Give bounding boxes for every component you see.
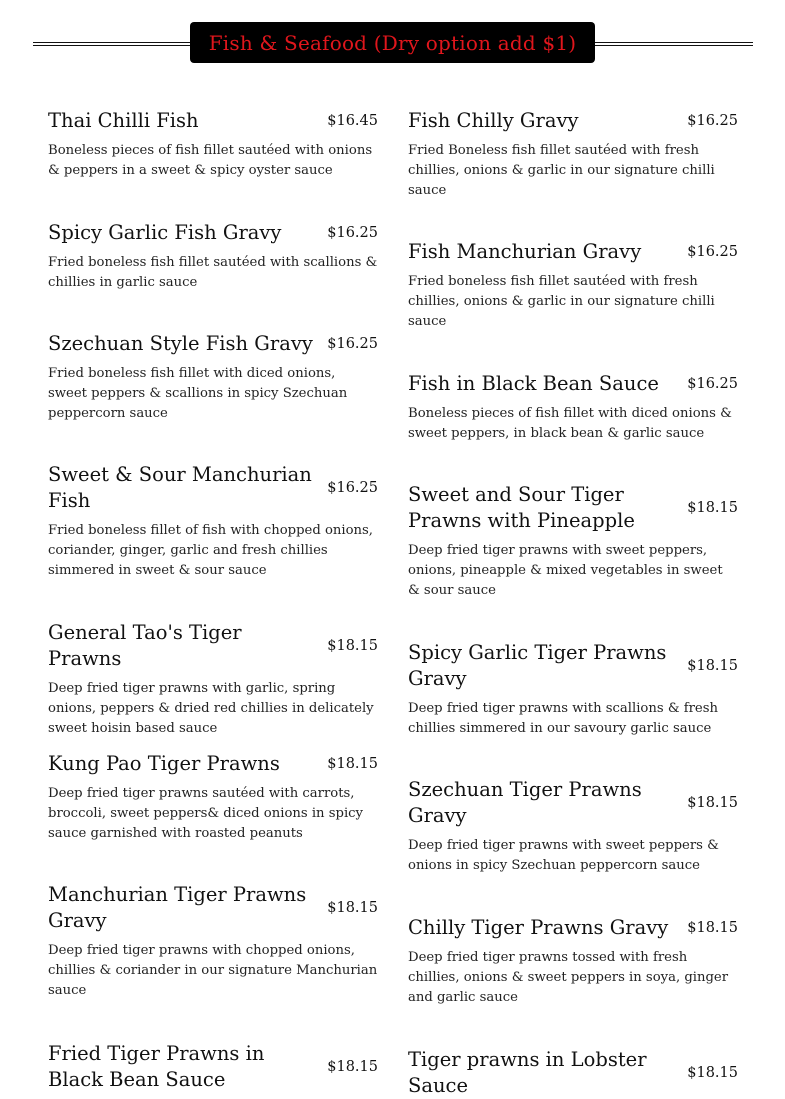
item-name: Spicy Garlic Tiger Prawns Gravy bbox=[408, 641, 667, 690]
menu-item bbox=[48, 462, 378, 581]
item-name: Fish in Black Bean Sauce bbox=[408, 372, 659, 395]
menu-item bbox=[48, 220, 378, 293]
item-description: Boneless pieces of fish fillet with diced onions & sweet peppers, in black bean & garlic sauce bbox=[408, 406, 732, 441]
item-description: Deep fried tiger prawns with sweet peppers & onions in spicy Szechuan peppercorn sauce bbox=[408, 838, 719, 873]
item-name: Fish Manchurian Gravy bbox=[408, 240, 642, 263]
item-name: Sweet and Sour Tiger Prawns with Pineapple bbox=[408, 483, 635, 532]
item-price: $16.25 bbox=[327, 225, 378, 241]
item-description: Fried boneless fish fillet sautéed with fresh chillies, onions & garlic in our signature chilli sauce bbox=[408, 274, 715, 329]
item-name: Fried Tiger Prawns in Black Bean Sauce bbox=[48, 1042, 265, 1091]
menu-item bbox=[48, 882, 378, 1001]
item-price: $18.15 bbox=[327, 900, 378, 916]
item-description: Boneless pieces of fish fillet sautéed with onions & peppers in a sweet & spicy oyster sauce bbox=[48, 143, 373, 178]
section-title: Fish & Seafood (Dry option add $1) bbox=[190, 22, 595, 63]
item-description: Deep fried tiger prawns with garlic, spring onions, peppers & dried red chillies in delicately sweet hoisin based sauce bbox=[48, 681, 374, 736]
menu-item bbox=[48, 620, 378, 739]
menu-item bbox=[48, 1041, 378, 1093]
item-name: Szechuan Style Fish Gravy bbox=[48, 332, 313, 355]
menu-item bbox=[408, 371, 738, 444]
divider-right bbox=[595, 42, 753, 46]
item-name: Thai Chilli Fish bbox=[48, 109, 199, 132]
item-price: $18.15 bbox=[687, 500, 738, 516]
item-name: Szechuan Tiger Prawns Gravy bbox=[408, 778, 642, 827]
item-price: $16.25 bbox=[687, 244, 738, 260]
menu-item bbox=[408, 640, 738, 739]
item-price: $16.25 bbox=[327, 480, 378, 496]
item-description: Fried boneless fish fillet sautéed with scallions & chillies in garlic sauce bbox=[48, 255, 378, 290]
divider-left bbox=[33, 42, 191, 46]
item-price: $18.15 bbox=[327, 1059, 378, 1075]
item-description: Deep fried tiger prawns sautéed with carrots, broccoli, sweet peppers& diced onions in spicy sauce garnished with roasted peanuts bbox=[48, 786, 363, 841]
item-description: Deep fried tiger prawns with sweet peppers, onions, pineapple & mixed vegetables in sweet & sour sauce bbox=[408, 543, 723, 598]
item-description: Fried Boneless fish fillet sautéed with fresh chillies, onions & garlic in our signature chilli sauce bbox=[408, 143, 715, 198]
item-name: Sweet & Sour Manchurian Fish bbox=[48, 463, 312, 512]
menu-item bbox=[408, 239, 738, 332]
item-name: Tiger prawns in Lobster Sauce bbox=[408, 1048, 647, 1097]
item-price: $18.15 bbox=[687, 795, 738, 811]
item-name: Kung Pao Tiger Prawns bbox=[48, 752, 280, 775]
menu-item bbox=[408, 915, 738, 1008]
item-name: General Tao's Tiger Prawns bbox=[48, 621, 242, 670]
item-price: $16.25 bbox=[687, 376, 738, 392]
menu-item bbox=[48, 331, 378, 424]
item-price: $18.15 bbox=[327, 638, 378, 654]
item-price: $16.45 bbox=[327, 113, 378, 129]
item-description: Deep fried tiger prawns with chopped onions, chillies & coriander in our signature Manchurian sauce bbox=[48, 943, 378, 998]
section-header bbox=[33, 22, 753, 63]
item-price: $18.15 bbox=[687, 658, 738, 674]
item-price: $16.25 bbox=[327, 336, 378, 352]
item-description: Deep fried tiger prawns tossed with fresh chillies, onions & sweet peppers in soya, ginger and garlic sauce bbox=[408, 950, 729, 1005]
menu-item bbox=[408, 777, 738, 876]
item-description: Fried boneless fillet of fish with chopped onions, coriander, ginger, garlic and fresh chillies simmered in sweet & sour sauce bbox=[48, 523, 373, 578]
menu-item bbox=[408, 1047, 738, 1099]
item-name: Fish Chilly Gravy bbox=[408, 109, 579, 132]
menu-item bbox=[48, 751, 378, 844]
item-price: $18.15 bbox=[687, 1065, 738, 1081]
item-description: Fried boneless fish fillet with diced onions, sweet peppers & scallions in spicy Szechuan peppercorn sauce bbox=[48, 366, 348, 421]
menu-item bbox=[408, 482, 738, 601]
menu-item bbox=[48, 108, 378, 181]
item-price: $16.25 bbox=[687, 113, 738, 129]
item-price: $18.15 bbox=[327, 756, 378, 772]
item-name: Manchurian Tiger Prawns Gravy bbox=[48, 883, 307, 932]
item-name: Chilly Tiger Prawns Gravy bbox=[408, 916, 669, 939]
item-description: Deep fried tiger prawns with scallions & fresh chillies simmered in our savoury garlic sauce bbox=[408, 701, 718, 736]
item-name: Spicy Garlic Fish Gravy bbox=[48, 221, 282, 244]
menu-item bbox=[408, 108, 738, 201]
item-price: $18.15 bbox=[687, 920, 738, 936]
